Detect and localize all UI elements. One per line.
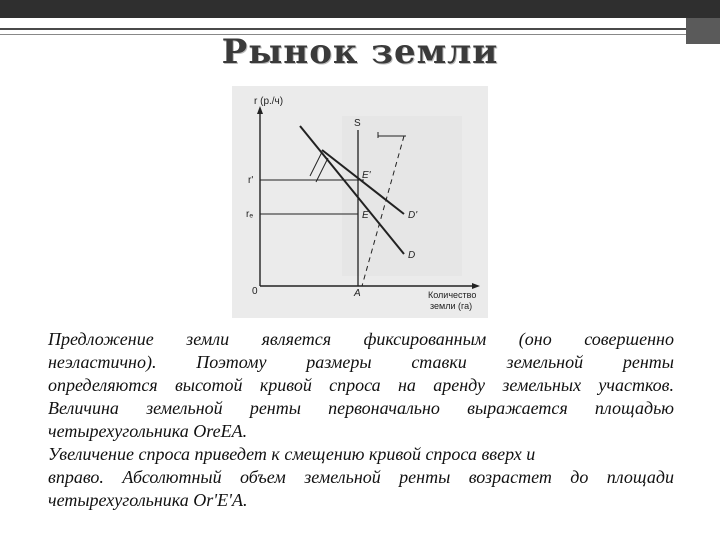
text-line-8: четырехугольника Or'E'A. [48, 490, 248, 510]
demand-label: D [408, 250, 416, 261]
text-line-6: Увеличение спроса приведет к смещению кривой спроса вверх и [48, 444, 536, 464]
slide-title: Рынок земли [221, 32, 499, 72]
text-line-1: Предложение земли является фиксированным (оно совершенно [48, 329, 674, 349]
demand-shifted-label: D' [408, 210, 418, 221]
point-e-prime-label: E' [362, 170, 371, 181]
y-axis-label: r (р./ч) [254, 96, 284, 107]
point-e-label: E [362, 210, 369, 221]
text-line-5: четырехугольника OreEA. [48, 421, 248, 441]
point-a-label: A [354, 288, 361, 299]
explanation-text [48, 328, 674, 512]
x-axis-label-line1: Количество [428, 290, 477, 300]
text-line-3: определяются высотой кривой спроса на аренду земельных участков. [48, 375, 674, 395]
top-decor-bar [0, 0, 720, 18]
land-market-figure [232, 86, 488, 318]
text-line-2: неэластично). Поэтому размеры ставки земельной ренты [48, 352, 674, 372]
text-line-7: вправо. Абсолютный объем земельной ренты возрастет до площади [48, 467, 674, 487]
r-prime-label: r' [248, 175, 254, 186]
top-decor-line [0, 28, 720, 30]
origin-label: 0 [252, 286, 258, 297]
re-label: rₑ [246, 209, 254, 220]
land-market-diagram [232, 86, 488, 318]
text-line-4: Величина земельной ренты первоначально выражается площадью [48, 398, 674, 418]
x-axis-label-line2: земли (га) [430, 301, 473, 311]
supply-label: S [354, 118, 361, 129]
